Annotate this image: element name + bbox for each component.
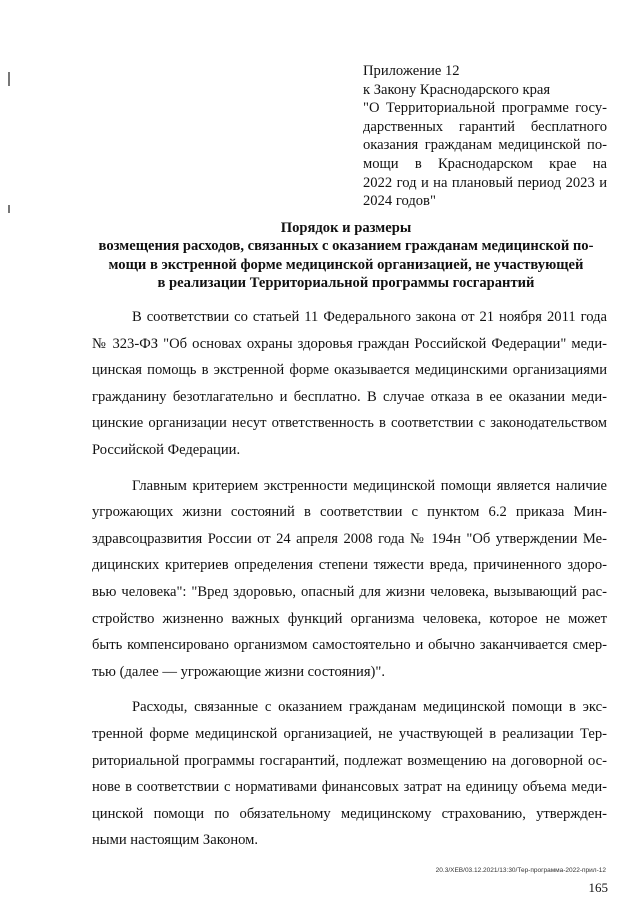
title-line: Порядок и размеры — [280, 220, 412, 236]
paragraph-line: дицинских критериев определения степени тяжести вреда, причиненного здоро- — [92, 557, 607, 574]
annex-line: "О Территориальной программе госу- — [363, 100, 607, 117]
paragraph-3 — [92, 694, 607, 854]
paragraph-line: Российской Федерации. — [92, 441, 241, 458]
paragraph-line: цинской помощи по обязательному медицинскому страхованию, утвержден- — [92, 805, 607, 822]
title-line: мощи в экстренной форме медицинской организацией, не участвующей — [108, 256, 584, 273]
title-line: в реализации Территориальной программы госгарантий — [157, 275, 535, 292]
title-line: возмещения расходов, связанных с оказанием гражданам медицинской по- — [98, 238, 594, 255]
paragraph-line: Расходы, связанные с оказанием гражданам медицинской помощи в экс- — [132, 699, 607, 716]
page-number: 165 — [588, 880, 608, 895]
annex-line: Приложение 12 — [363, 63, 460, 79]
paragraph-line: № 323-ФЗ "Об основах охраны здоровья граждан Российской Федерации" меди- — [92, 335, 607, 352]
paragraph-line: В соответствии со статьей 11 Федерального закона от 21 ноября 2011 года — [132, 309, 607, 325]
annex-line: оказания гражданам медицинской по- — [363, 137, 607, 154]
paragraph-1 — [92, 304, 607, 464]
margin-scan-mark — [8, 205, 10, 213]
document-footer-code: 20.3/XEB/03.12.2021/13:30/Тер-программа-2022-прил-12 — [435, 867, 606, 874]
paragraph-line: Главным критерием экстренности медицинской помощи является наличие — [132, 477, 607, 494]
annex-line: мощи в Краснодарском крае на — [363, 155, 607, 172]
document-body — [92, 304, 607, 854]
annex-header — [363, 62, 607, 211]
margin-scan-mark — [8, 72, 10, 86]
paragraph-line: риториальной программы госгарантий, подлежат возмещению на договорной ос- — [92, 752, 607, 769]
paragraph-line: цинские организации несут ответственность в соответствии с законодательством — [92, 415, 607, 432]
paragraph-line: здравсоцразвития России от 24 апреля 2008 года № 194н "Об утверждении Ме- — [92, 530, 607, 547]
paragraph-line: стройство жизненно важных функций организма человека, которое не может — [92, 610, 607, 627]
paragraph-line: угрожающих жизни состояний в соответствии с пунктом 6.2 приказа Мин- — [92, 504, 607, 521]
paragraph-line: нове в соответствии с нормативами финансовых затрат на единицу объема меди- — [92, 779, 607, 796]
paragraph-2 — [92, 473, 607, 686]
annex-line: 2022 год и на плановый период 2023 и — [363, 174, 607, 191]
document-title — [80, 219, 612, 293]
annex-line: к Закону Краснодарского края — [363, 81, 551, 98]
annex-line: 2024 годов" — [363, 193, 436, 210]
annex-line: дарственных гарантий бесплатного — [363, 118, 607, 135]
paragraph-line: ными настоящим Законом. — [92, 832, 259, 849]
paragraph-line: тренной форме медицинской организацией, не участвующей в реализации Тер- — [92, 725, 607, 742]
paragraph-line: тью (далее — угрожающие жизни состояния)". — [92, 663, 386, 680]
paragraph-line: гражданину безотлагательно и бесплатно. В случае отказа в ее оказании меди- — [92, 388, 607, 405]
paragraph-line: вью человека": "Вред здоровью, опасный для жизни человека, вызывающий рас- — [92, 583, 607, 600]
paragraph-line: цинская помощь в экстренной форме оказывается медицинскими организациями — [92, 362, 607, 379]
paragraph-line: быть компенсировано организмом самостоятельно и обычно заканчивается смер- — [92, 637, 607, 654]
